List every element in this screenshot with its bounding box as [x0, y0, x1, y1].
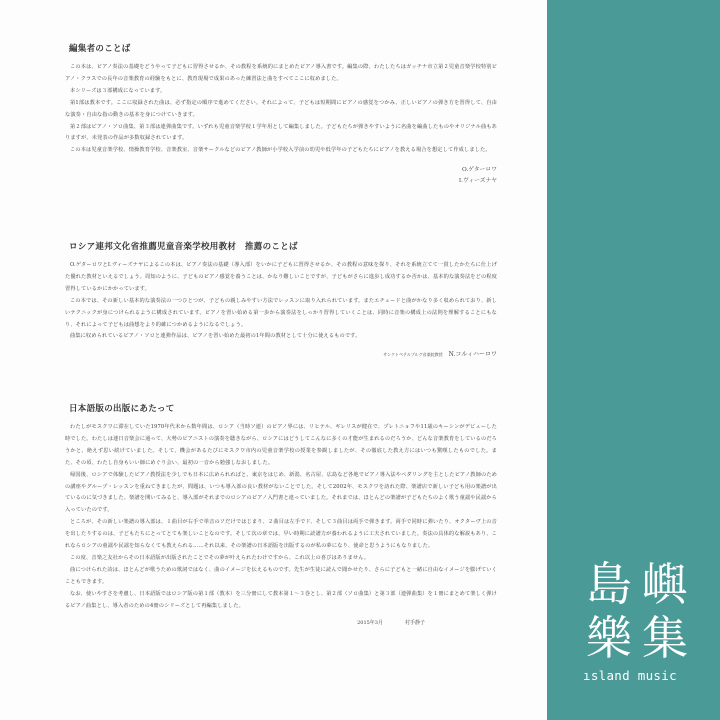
paragraph: なお、使いやすさを考慮し、日本語版ではロシア版の第１部（教本）を三分冊にして教本第１〜３巻とし、第２部（ソロ曲集）と第３部（連弾曲集）を１冊にまとめて楽しく弾けるピアノ曲集とし、導入者のための4冊のシリーズとして再編集しました。 [65, 590, 498, 609]
section-heading: ロシア連邦文化省推薦児童音楽学校用教材 推薦のことば [69, 242, 298, 252]
paragraph: 曲集に収められているピアノ・ソロと連弾作品は、ピアノを習い始めた最初の1年間の教材として十分に使えるものです。 [70, 333, 361, 340]
signature-row [65, 349, 497, 358]
paragraph: ところが、その新しい楽譜の導入部は、１曲目が右手で単音のソだけではじまり、２曲目は左手でド、そして３曲目は両手で弾きます。両手で同時に弾いたり、オクターヴ上の音を出したりするのは、子どもたちにとってとても楽しいことなのです。そして次の章では、早い時期に読譜力が養われるように工夫されていました。奏法の具体的な解説もあり、これならロシアの童謡や民謡を知らなくても教えられる……それ以来、その楽譜の日本語版を出版するのが私の夢になり、使命と思うようにもなりました。 [65, 519, 497, 550]
paragraph: 曲につけられた詩は、ほとんどが歌うための歌詞ではなく、曲のイメージを伝えるものです。先生が生徒に読んで聞かせたり、さらに子どもと一緒に自由なイメージを膨げていくこともできます。 [65, 566, 497, 585]
logo-characters [583, 558, 693, 664]
logo-subtitle: ısland music [583, 668, 677, 683]
logo-char: 島 [586, 557, 632, 611]
logo-char: 樂 [586, 611, 632, 665]
paragraph: 第1部は教本です。ここに収録された曲は、必ず指定の順序で進めてください。それによって、子どもは短期間にピアノの感覚をつかみ、正しいピアノの弾き方を習得して、自由な演奏・自由な指の動きの基本を身につけていきます。 [65, 99, 497, 118]
date-author-row [65, 619, 425, 626]
paragraph: この本は児童音楽学校、情操教育学校、音楽教室、音楽サークルなどのピアノ教師が小学校入学前の幼児や低学年の子どもたちにピアノを教える場合を想定して作成しました。 [70, 147, 491, 154]
logo-char: 嶼 [642, 557, 688, 611]
section-recommendation [65, 240, 497, 358]
paragraph: 本シリーズは３部構成になっています。 [70, 87, 166, 94]
author: 村手静子 [404, 619, 425, 626]
signature: O.ゲターロワ [462, 167, 497, 174]
paragraph: この本は、ピアノ奏法の基礎をどうやって子どもに習得させるか、その教程を系統的にまとめたピアノ導入書です。編集の際、わたしたちはガッチナ市立第２児童音楽学校特別ピアノ・クラスでの長年の音楽教育の経験をもとに、教育現場で成果のあった練習法と曲をすべてここに収めました。 [65, 64, 497, 82]
section-heading: 編集者のことば [69, 44, 131, 54]
date: 2015年3月 [357, 619, 383, 626]
signature-name: N.コルィハーロワ [448, 351, 497, 359]
paragraph: 第２部はピアノ・ソロ曲集、第３部は連弾曲集です。いずれも児童音楽学校１学年用として編集しました。子どもたちが弾きやすいように名曲を編曲したものやオリジナル曲もありますが、未発表の作品が多数収録されています。 [65, 123, 497, 142]
section-heading: 日本語版の出版にあたって [69, 404, 175, 414]
paragraph: 帰国後、ロシアで体験したピアノ教授法を少しでも日本に広められればと、東京をはじめ、新潟、名古屋、広島など各地でピアノ導入法やペダリングを主としたピアノ教師のための講座やグループ・レッスンを重ねてきましたが、問題は、いつも導入部の良い教材がないことでした。そして2002年、モスクワを訪れた際、楽譜店で新しい子ども用の楽譜が出ているのに気づきました。楽譜を開いてみると、導入部がそれまでのロシアのピアノ入門書と違っていました。それまでは、ほとんどの楽譜が子どもたちのよく歌う童謡や民謡から入っていたのです。 [65, 471, 497, 514]
paragraph: O.ゲターロワとI.ヴィーズナヤによるこの本は、ピアノ奏法の基礎（導入部）をいかに子どもに習得させるか、その教程の意味を探り、それを系統立てて一貫したかたちに仕上げた優れた教材といえるでしょう。周知のように、子どものピアノ感覚を養うことは、かなり難しいことですが、子どもがさらに進歩し成功するか否かは、基本的な演奏法をどの程度習得しているかにかかっています。 [65, 262, 497, 292]
signature-affiliation: サンクトペテルブルグ音楽院教授 [383, 352, 443, 358]
section-japanese-edition [65, 402, 497, 626]
signature: I.ヴィーズナヤ [458, 178, 497, 185]
section-editors-words [65, 42, 497, 187]
paragraph: この度、音楽之友社からその日本語版が出版されたことでその夢が叶えられたわけですから、これ以上の喜びはありません。 [70, 554, 370, 561]
logo-char: 集 [642, 611, 688, 665]
paragraph: わたしがモスクワに滞在していた1970年代末から数年間は、ロシア（当時ソ連）のピアノ界には、リヒテル、ギレリスが健在で、プレトニョフや11歳のキーシンがデビューした時でした。わたしは連日音楽会に通って、大勢のピアニストの演奏を聴きながら、ロシアにはどうしてこんなに多くの才能が生まれるのだろうか、どんな音楽教育をしているのだろうかと、絶えず思い続けていました。そして、機会があるたびにモスクワ市内の児童音楽学校の授業を参観しましたが、その徹底した教え方にはいつも驚嘆したものでした。また、その頃、わたし自身もいい師にめぐり会い、最初の一音から勉強しなおしました。 [65, 424, 497, 466]
island-music-logo [583, 558, 693, 683]
paragraph: この本では、その新しい基本的な演奏法の一つひとつが、子どもの親しみやすい方法でレッスンに取り入れられています。またエチュードと曲がかなり多く収められており、新しいテクニックが身につけられるように構成されています。ピアノを習い始める第一歩から演奏法をしっかり習得していくことは、同時に音楽の構成上の法則を理解することにもなり、それによって子どもは曲想をより的確につかめるようになるでしょう。 [65, 297, 497, 328]
